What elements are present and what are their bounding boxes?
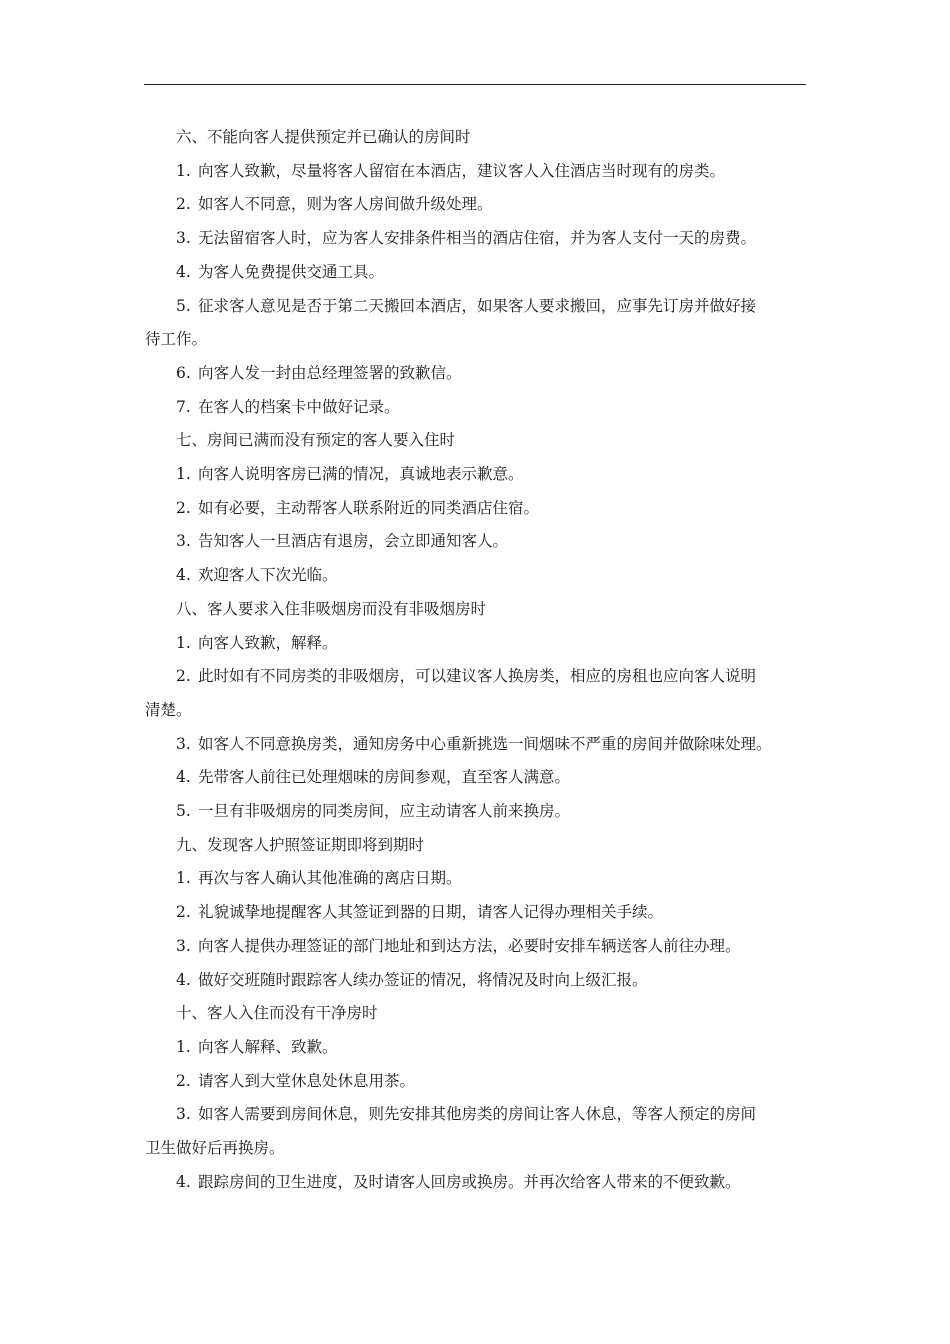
list-item-text: 请客人到大堂休息处休息用茶。 [198,1071,416,1090]
list-item-number: 2. [176,1071,191,1090]
list-item-text: 跟踪房间的卫生进度，及时请客人回房或换房。并再次给客人带来的不便致歉。 [198,1172,741,1191]
list-item-text: 先带客人前往已处理烟味的房间参观，直至客人满意。 [198,768,571,787]
list-item [145,1166,807,1200]
continuation-text: 卫生做好后再换房。 [145,1139,285,1158]
list-item-text: 再次与客人确认其他准确的离店日期。 [198,869,462,888]
list-item-number: 4. [176,1172,191,1191]
list-item-number: 3. [176,229,191,248]
list-item-text: 为客人免费提供交通工具。 [198,262,385,281]
list-item-text: 告知客人一旦酒店有退房，会立即通知客人。 [198,532,509,551]
list-item [145,492,807,526]
list-item-continuation [145,323,807,357]
section-heading [145,593,807,627]
list-item [145,930,807,964]
continuation-text: 待工作。 [145,330,208,349]
list-item-number: 4. [176,566,191,585]
list-item [145,728,807,762]
list-item [145,660,807,694]
list-item-number: 2. [176,667,191,686]
section-heading-text: 八、客人要求入住非吸烟房而没有非吸烟房时 [176,599,487,618]
list-item-text: 如客人不同意换房类，通知房务中心重新挑选一间烟味不严重的房间并做除味处理。 [198,734,772,753]
list-item-number: 4. [176,970,191,989]
list-item-number: 2. [176,903,191,922]
list-item-text: 向客人致歉，尽量将客人留宿在本酒店，建议客人入住酒店当时现有的房类。 [198,161,726,180]
header-rule [144,84,806,85]
list-item-number: 6. [176,363,191,382]
section-heading [145,829,807,863]
list-item-text: 在客人的档案卡中做好记录。 [198,397,400,416]
list-item-text: 向客人说明客房已满的情况，真诚地表示歉意。 [198,465,524,484]
list-item-number: 5. [176,802,191,821]
list-item-text: 向客人致歉，解释。 [198,633,338,652]
list-item [145,458,807,492]
list-item-number: 1. [176,1037,191,1056]
list-item-continuation [145,1132,807,1166]
section-heading-text: 七、房间已满而没有预定的客人要入住时 [176,431,456,450]
list-item-text: 礼貌诚挚地提醒客人其签证到器的日期，请客人记得办理相关手续。 [198,903,664,922]
list-item-number: 1. [176,869,191,888]
list-item-number: 1. [176,161,191,180]
continuation-text: 清楚。 [145,700,192,719]
list-item-text: 无法留宿客人时，应为客人安排条件相当的酒店住宿，并为客人支付一天的房费。 [198,229,757,248]
list-item-text: 此时如有不同房类的非吸烟房，可以建议客人换房类，相应的房租也应向客人说明 [198,667,757,686]
section-heading-text: 六、不能向客人提供预定并已确认的房间时 [176,128,471,146]
list-item-number: 3. [176,532,191,551]
list-item-number: 4. [176,262,191,281]
list-item [145,964,807,998]
list-item [145,559,807,593]
section-heading [145,424,807,458]
list-item [145,795,807,829]
list-item-text: 向客人解释、致歉。 [198,1037,338,1056]
list-item [145,155,807,189]
list-item-text: 做好交班随时跟踪客人续办签证的情况，将情况及时向上级汇报。 [198,970,648,989]
list-item [145,222,807,256]
list-item-number: 3. [176,734,191,753]
list-item-continuation [145,694,807,728]
list-item-text: 如有必要，主动帮客人联系附近的同类酒店住宿。 [198,498,540,517]
list-item-number: 2. [176,498,191,517]
list-item [145,627,807,661]
list-item [145,357,807,391]
list-item-number: 1. [176,465,191,484]
list-item-number: 3. [176,1105,191,1124]
section-heading-text: 十、客人入住而没有干净房时 [176,1004,378,1023]
list-item [145,862,807,896]
list-item [145,290,807,324]
list-item-number: 1. [176,633,191,652]
list-item-text: 如客人不同意，则为客人房间做升级处理。 [198,195,493,214]
list-item-text: 向客人提供办理签证的部门地址和到达方法，必要时安排车辆送客人前往办理。 [198,936,741,955]
list-item-number: 2. [176,195,191,214]
list-item [145,896,807,930]
list-item-text: 征求客人意见是否于第二天搬回本酒店，如果客人要求搬回，应事先订房并做好接 [198,296,757,315]
section-heading [145,997,807,1031]
list-item [145,391,807,425]
list-item [145,188,807,222]
list-item-text: 向客人发一封由总经理签署的致歉信。 [198,363,462,382]
list-item [145,761,807,795]
list-item-number: 5. [176,296,191,315]
section-heading [145,121,807,155]
list-item [145,1098,807,1132]
list-item-text: 一旦有非吸烟房的同类房间，应主动请客人前来换房。 [198,802,571,821]
list-item-number: 7. [176,397,191,416]
document-body [145,121,807,1200]
list-item-text: 欢迎客人下次光临。 [198,566,338,585]
list-item-number: 3. [176,936,191,955]
list-item [145,525,807,559]
list-item [145,1031,807,1065]
section-heading-text: 九、发现客人护照签证期即将到期时 [176,835,425,854]
list-item-text: 如客人需要到房间休息，则先安排其他房类的房间让客人休息，等客人预定的房间 [198,1105,757,1124]
list-item-number: 4. [176,768,191,787]
list-item [145,1065,807,1099]
list-item [145,256,807,290]
